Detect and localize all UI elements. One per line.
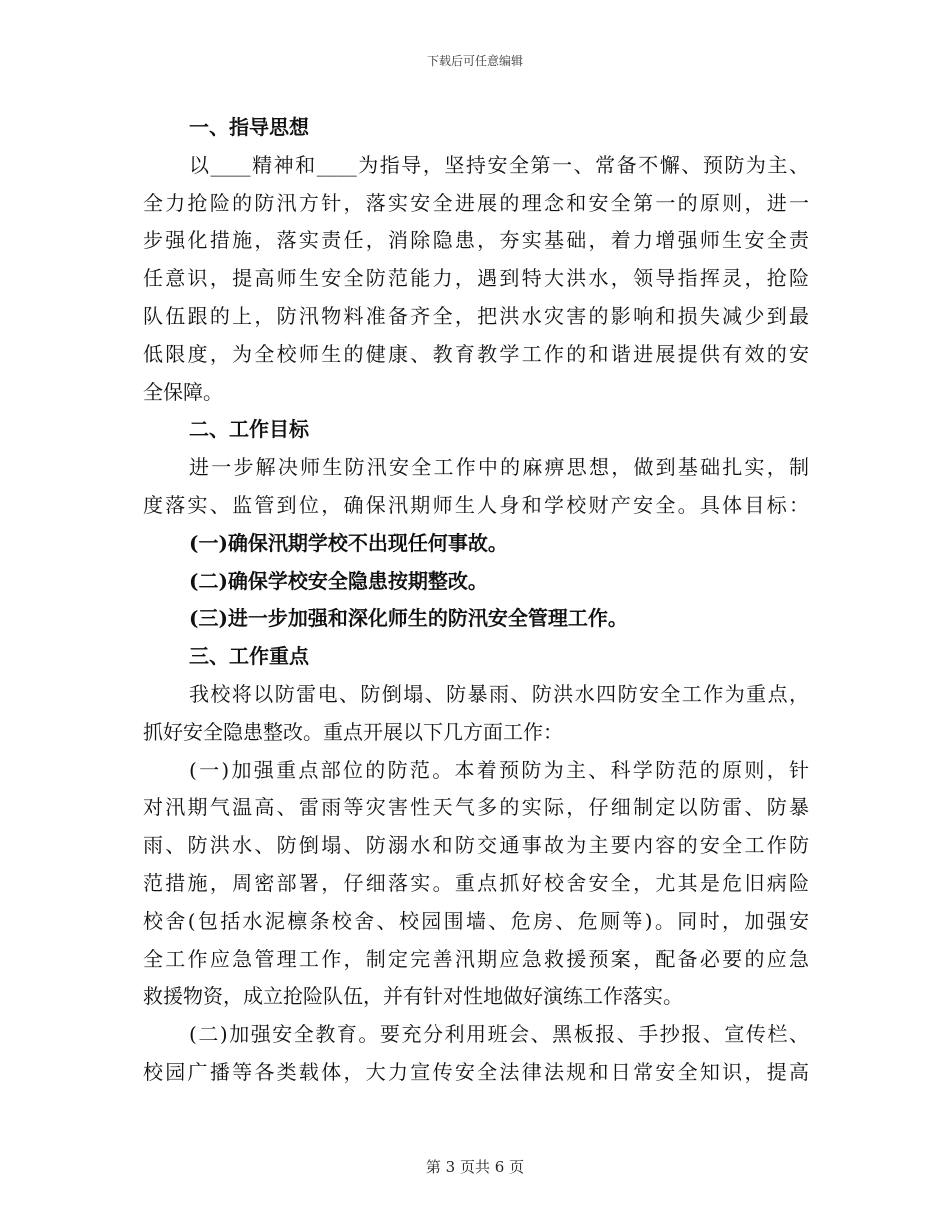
paragraph-line: 队伍跟的上，防汛物料准备齐全，把洪水灾害的影响和损失减少到最 bbox=[143, 303, 809, 328]
paragraph-line: 进一步解决师生防汛安全工作中的麻痹思想，做到基础扎实，制 bbox=[189, 455, 809, 480]
page-number: 第 3 页共 6 页 bbox=[425, 1158, 525, 1176]
paragraph-line: 以____精神和____为指导，坚持安全第一、常备不懈、预防为主、 bbox=[189, 152, 809, 177]
paragraph-line: 校舍(包括水泥檩条校舍、校园围墙、危房、危厕等)。同时，加强安 bbox=[143, 908, 809, 933]
paragraph-line: 步强化措施，落实责任，消除隐患，夯实基础，着力增强师生安全责 bbox=[143, 228, 809, 253]
section-heading: 三、工作重点 bbox=[189, 644, 309, 669]
paragraph-line: 任意识，提高师生安全防范能力，遇到特大洪水，领导指挥灵，抢险 bbox=[143, 266, 809, 291]
section-heading: 一、指导思想 bbox=[189, 115, 309, 139]
section-heading: 二、工作目标 bbox=[189, 417, 309, 442]
paragraph-line: 低限度，为全校师生的健康、教育教学工作的和谐进展提供有效的安 bbox=[143, 341, 809, 366]
paragraph-line: 抓好安全隐患整改。重点开展以下几方面工作： bbox=[143, 719, 563, 744]
paragraph-line: 校园广播等各类载体，大力宣传安全法律法规和日常安全知识，提高 bbox=[143, 1059, 809, 1084]
paragraph-line: 全工作应急管理工作，制定完善汛期应急救援预案，配备必要的应急 bbox=[143, 946, 809, 971]
goal-item: (三)进一步加强和深化师生的防汛安全管理工作。 bbox=[189, 606, 628, 631]
paragraph-line: 雨、防洪水、防倒塌、防溺水和防交通事故为主要内容的安全工作防 bbox=[143, 833, 809, 858]
paragraph-line: 度落实、监管到位，确保汛期师生人身和学校财产安全。具体目标： bbox=[143, 492, 809, 517]
goal-item: (二)确保学校安全隐患按期整改。 bbox=[189, 568, 488, 593]
paragraph-line: 范措施，周密部署，仔细落实。重点抓好校舍安全，尤其是危旧病险 bbox=[143, 870, 809, 895]
goal-item: (一)确保汛期学校不出现任何事故。 bbox=[189, 530, 508, 555]
paragraph-line: 救援物资，成立抢险队伍，并有针对性地做好演练工作落实。 bbox=[143, 984, 683, 1009]
document-body bbox=[143, 109, 809, 1092]
paragraph-line: 对汛期气温高、雷雨等灾害性天气多的实际，仔细制定以防雷、防暴 bbox=[143, 795, 809, 820]
paragraph-line: 全保障。 bbox=[143, 379, 223, 404]
paragraph-line: (二)加强安全教育。要充分利用班会、黑板报、手抄报、宣传栏、 bbox=[189, 1022, 809, 1047]
paragraph-line: 全力抢险的防汛方针，落实安全进展的理念和安全第一的原则，进一 bbox=[143, 190, 809, 215]
paragraph-line: 我校将以防雷电、防倒塌、防暴雨、防洪水四防安全工作为重点， bbox=[189, 681, 809, 706]
paragraph-line: (一)加强重点部位的防范。本着预防为主、科学防范的原则，针 bbox=[189, 757, 809, 782]
page-header: 下载后可任意编辑 bbox=[426, 54, 523, 68]
